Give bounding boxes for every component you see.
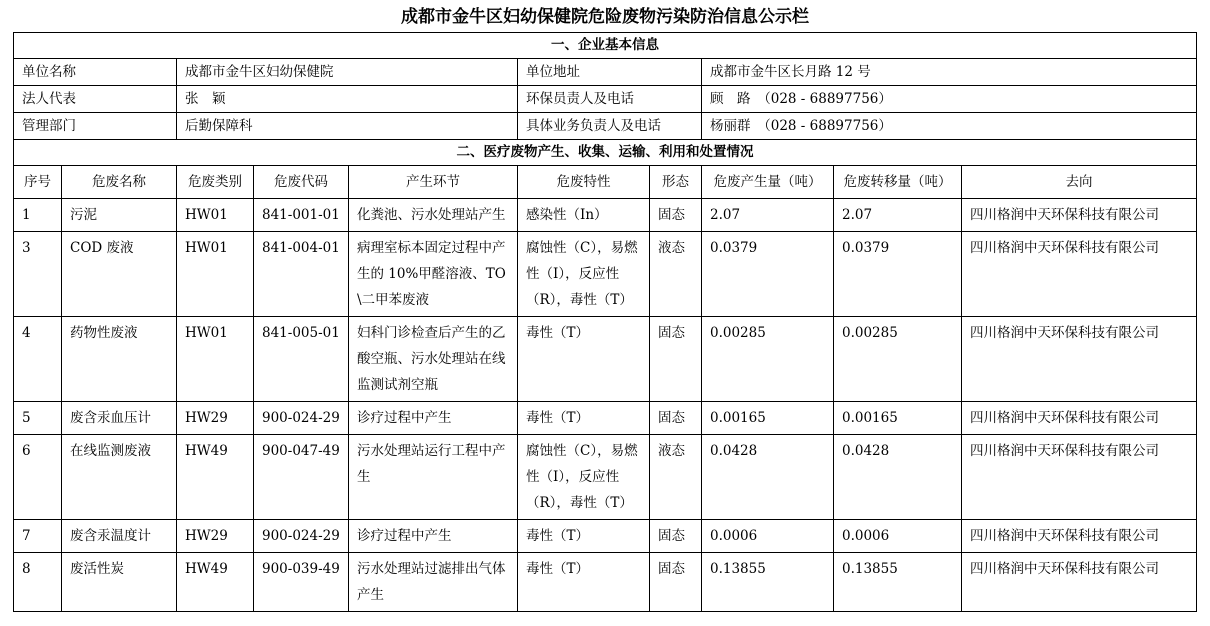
section-basic-info-row: [14, 33, 1197, 59]
waste-name: 在线监测废液: [62, 435, 177, 520]
hazard-property: 毒性（T）: [518, 317, 650, 402]
waste-category: HW49: [177, 553, 254, 612]
waste-code: 841-005-01: [254, 317, 349, 402]
waste-category: HW49: [177, 435, 254, 520]
waste-code: 900-039-49: [254, 553, 349, 612]
disclosure-table: [13, 32, 1197, 612]
waste-name: 废含汞血压计: [62, 402, 177, 435]
quantity-produced: 0.00285: [702, 317, 834, 402]
waste-category: HW01: [177, 317, 254, 402]
physical-form: 固态: [650, 199, 702, 232]
table-row: [14, 317, 1197, 402]
destination: 四川格润中天环保科技有限公司: [962, 553, 1197, 612]
column-header: 产生环节: [349, 166, 518, 199]
row-number: 8: [14, 553, 62, 612]
destination: 四川格润中天环保科技有限公司: [962, 402, 1197, 435]
generation-stage: 诊疗过程中产生: [349, 520, 518, 553]
hazard-property: 毒性（T）: [518, 520, 650, 553]
column-header-row: [14, 166, 1197, 199]
section-basic-info-heading: 一、企业基本信息: [14, 33, 1197, 59]
quantity-produced: 0.0006: [702, 520, 834, 553]
table-row: [14, 553, 1197, 612]
section-waste-heading: 二、医疗废物产生、收集、运输、利用和处置情况: [14, 140, 1197, 166]
quantity-produced: 0.0379: [702, 232, 834, 317]
quantity-produced: 2.07: [702, 199, 834, 232]
quantity-produced: 0.00165: [702, 402, 834, 435]
info-label: 单位地址: [518, 59, 702, 86]
destination: 四川格润中天环保科技有限公司: [962, 232, 1197, 317]
info-label: 具体业务负责人及电话: [518, 113, 702, 140]
page-title: 成都市金牛区妇幼保健院危险废物污染防治信息公示栏: [401, 7, 809, 27]
physical-form: 固态: [650, 402, 702, 435]
table-row: [14, 199, 1197, 232]
waste-code: 900-024-29: [254, 520, 349, 553]
info-value: 成都市金牛区长月路 12 号: [702, 59, 1197, 86]
info-label: 环保员责人及电话: [518, 86, 702, 113]
column-header: 危废名称: [62, 166, 177, 199]
hazard-property: 腐蚀性（C），易燃性（I），反应性（R），毒性（T）: [518, 232, 650, 317]
destination: 四川格润中天环保科技有限公司: [962, 520, 1197, 553]
table-row: [14, 232, 1197, 317]
waste-code: 841-004-01: [254, 232, 349, 317]
physical-form: 固态: [650, 520, 702, 553]
table-row: [14, 435, 1197, 520]
physical-form: 固态: [650, 553, 702, 612]
generation-stage: 诊疗过程中产生: [349, 402, 518, 435]
info-row: [14, 113, 1197, 140]
waste-category: HW01: [177, 199, 254, 232]
waste-code: 841-001-01: [254, 199, 349, 232]
column-header: 危废产生量（吨）: [702, 166, 834, 199]
table-row: [14, 520, 1197, 553]
waste-code: 900-047-49: [254, 435, 349, 520]
info-label: 管理部门: [14, 113, 177, 140]
waste-name: 废含汞温度计: [62, 520, 177, 553]
quantity-produced: 0.0428: [702, 435, 834, 520]
info-value: 杨丽群 （028 - 68897756）: [702, 113, 1197, 140]
row-number: 4: [14, 317, 62, 402]
info-value: 顾 路 （028 - 68897756）: [702, 86, 1197, 113]
row-number: 5: [14, 402, 62, 435]
quantity-transferred: 0.0379: [834, 232, 962, 317]
hazard-property: 腐蚀性（C），易燃性（I），反应性（R），毒性（T）: [518, 435, 650, 520]
info-row: [14, 59, 1197, 86]
waste-name: 药物性废液: [62, 317, 177, 402]
generation-stage: 污水处理站运行工程中产生: [349, 435, 518, 520]
row-number: 1: [14, 199, 62, 232]
quantity-transferred: 0.13855: [834, 553, 962, 612]
waste-category: HW29: [177, 402, 254, 435]
column-header: 形态: [650, 166, 702, 199]
quantity-produced: 0.13855: [702, 553, 834, 612]
row-number: 3: [14, 232, 62, 317]
waste-name: COD 废液: [62, 232, 177, 317]
physical-form: 液态: [650, 232, 702, 317]
waste-name: 污泥: [62, 199, 177, 232]
quantity-transferred: 0.0428: [834, 435, 962, 520]
column-header: 危废代码: [254, 166, 349, 199]
column-header: 危废类别: [177, 166, 254, 199]
table-row: [14, 402, 1197, 435]
waste-name: 废活性炭: [62, 553, 177, 612]
destination: 四川格润中天环保科技有限公司: [962, 435, 1197, 520]
info-value: 后勤保障科: [177, 113, 518, 140]
info-value: 成都市金牛区妇幼保健院: [177, 59, 518, 86]
destination: 四川格润中天环保科技有限公司: [962, 317, 1197, 402]
column-header: 危废特性: [518, 166, 650, 199]
generation-stage: 化粪池、污水处理站产生: [349, 199, 518, 232]
info-row: [14, 86, 1197, 113]
info-label: 单位名称: [14, 59, 177, 86]
row-number: 7: [14, 520, 62, 553]
column-header: 去向: [962, 166, 1197, 199]
generation-stage: 妇科门诊检查后产生的乙酸空瓶、污水处理站在线监测试剂空瓶: [349, 317, 518, 402]
waste-category: HW01: [177, 232, 254, 317]
hazard-property: 毒性（T）: [518, 402, 650, 435]
info-value: 张 颖: [177, 86, 518, 113]
generation-stage: 污水处理站过滤排出气体产生: [349, 553, 518, 612]
physical-form: 液态: [650, 435, 702, 520]
waste-code: 900-024-29: [254, 402, 349, 435]
quantity-transferred: 0.00285: [834, 317, 962, 402]
quantity-transferred: 0.0006: [834, 520, 962, 553]
row-number: 6: [14, 435, 62, 520]
waste-category: HW29: [177, 520, 254, 553]
hazard-property: 毒性（T）: [518, 553, 650, 612]
generation-stage: 病理室标本固定过程中产生的 10%甲醛溶液、TO\二甲苯废液: [349, 232, 518, 317]
column-header: 序号: [14, 166, 62, 199]
destination: 四川格润中天环保科技有限公司: [962, 199, 1197, 232]
hazard-property: 感染性（In）: [518, 199, 650, 232]
physical-form: 固态: [650, 317, 702, 402]
quantity-transferred: 0.00165: [834, 402, 962, 435]
info-label: 法人代表: [14, 86, 177, 113]
column-header: 危废转移量（吨）: [834, 166, 962, 199]
section-waste-row: [14, 140, 1197, 166]
quantity-transferred: 2.07: [834, 199, 962, 232]
